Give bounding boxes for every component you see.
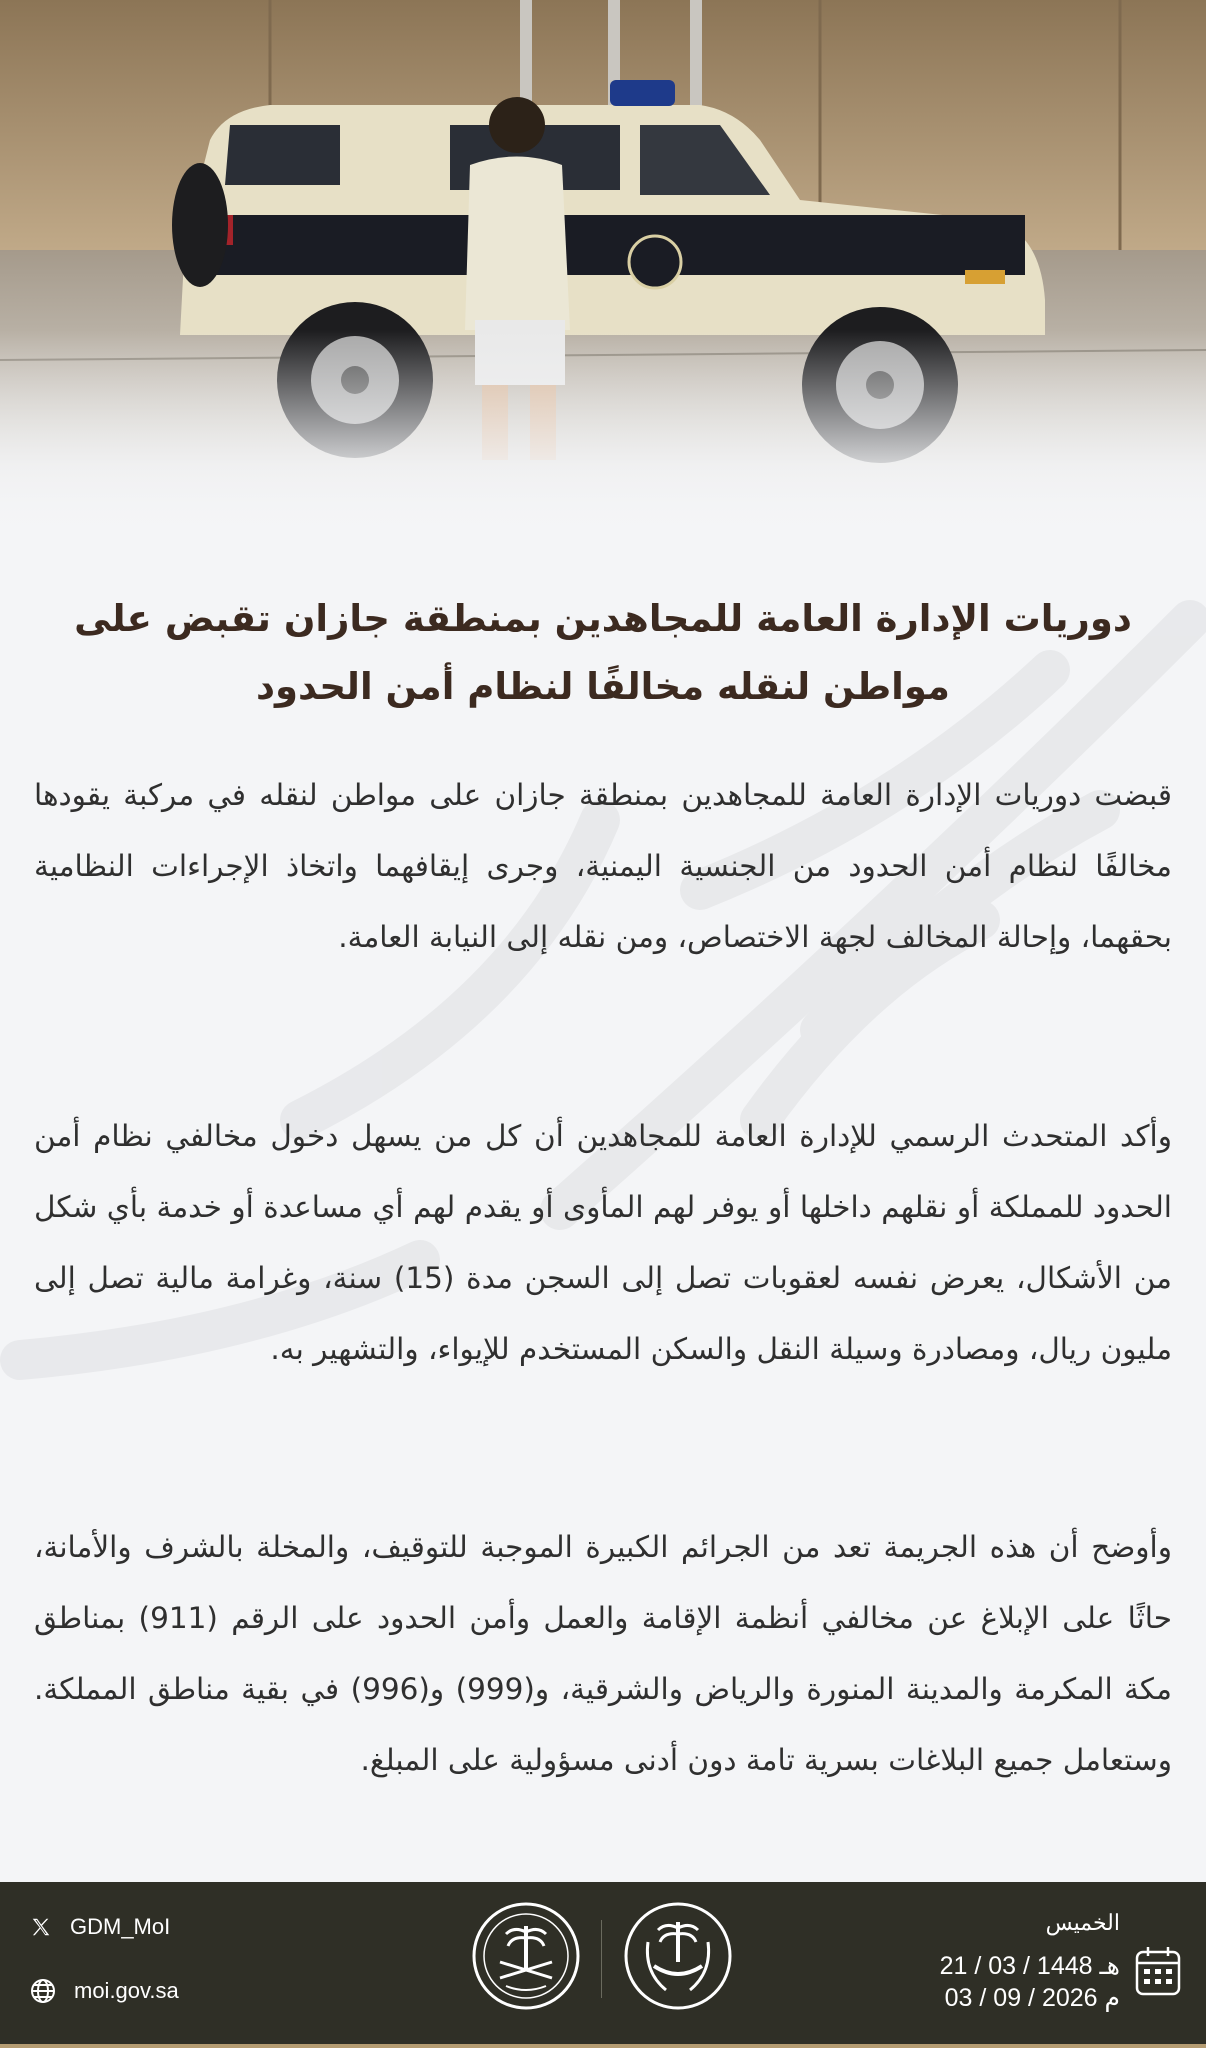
- calendar-icon: [1134, 1944, 1182, 1998]
- hijri-date: 21 / 03 / 1448 هـ: [939, 1952, 1120, 1980]
- article-title-line2: مواطن لنقله مخالفًا لنظام أمن الحدود: [256, 665, 950, 708]
- twitter-link[interactable]: [30, 1914, 170, 1940]
- globe-icon: [30, 1978, 56, 2004]
- x-logo-icon: [30, 1916, 52, 1938]
- bottom-accent-strip: [0, 2044, 1206, 2048]
- hero-photo: [0, 0, 1206, 540]
- article-paragraph-2: وأكد المتحدث الرسمي للإدارة العامة للمجاهدين أن كل من يسهل دخول مخالفي نظام أمن الحدود للمملكة أو نقلهم داخلها أو يوفر لهم المأوى أو يقدم لهم أي مساعدة أو خدمة بأي شكل من الأشكال، يعرض نفسه لعقوبات تصل إلى السجن مدة (15) سنة، وغرامة مالية تصل إلى مليون ريال، ومصادرة وسيلة النقل والسكن المستخدم للإيواء، والتشهير به.: [34, 1119, 1172, 1366]
- website-link[interactable]: [30, 1978, 179, 2004]
- date-block: [940, 1910, 1120, 2014]
- ministry-of-interior-emblem-logo: [622, 1900, 734, 2012]
- day-name: الخميس: [1045, 1910, 1120, 1935]
- mujahideen-emblem-logo: [470, 1900, 582, 2012]
- article-title: [40, 585, 1166, 721]
- article-paragraph-3: وأوضح أن هذه الجريمة تعد من الجرائم الكبيرة الموجبة للتوقيف، والمخلة بالشرف والأمانة، حاثًا على الإبلاغ عن مخالفي أنظمة الإقامة والعمل وأمن الحدود على الرقم (911) بمناطق مكة المكرمة والمدينة المنورة والرياض والشرقية، و(999) و(996) في بقية مناطق المملكة. وستعامل جميع البلاغات بسرية تامة دون أدنى مسؤولية على المبلغ.: [34, 1530, 1172, 1777]
- logo-divider: [601, 1920, 602, 1998]
- footer-bar: [0, 1882, 1206, 2048]
- article-paragraph-1: قبضت دوريات الإدارة العامة للمجاهدين بمنطقة جازان على مواطن لنقله في مركبة يقودها مخالفًا لنظام أمن الحدود من الجنسية اليمنية، وجرى إيقافهما واتخاذ الإجراءات النظامية بحقهما، وإحالة المخالف لجهة الاختصاص، ومن نقله إلى النيابة العامة.: [34, 778, 1172, 954]
- website-url: moi.gov.sa: [74, 1978, 179, 2003]
- twitter-handle: GDM_MoI: [70, 1914, 171, 1939]
- article-title-line1: دوريات الإدارة العامة للمجاهدين بمنطقة جازان تقبض على: [74, 597, 1132, 640]
- gregorian-date: 03 / 09 / 2026 م: [944, 1984, 1120, 2012]
